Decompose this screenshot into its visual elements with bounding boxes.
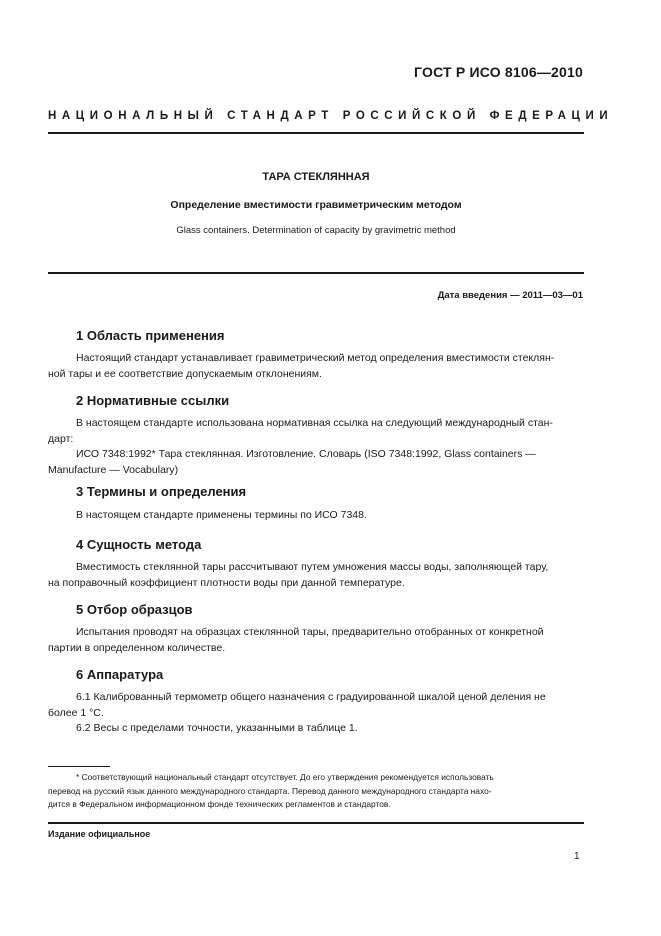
introduction-date: Дата введения — 2011—03—01	[437, 290, 583, 301]
section-heading-3: 3 Термины и определения	[76, 484, 247, 499]
text-line: на поправочный коэффициент плотности воды при данной температуре.	[48, 576, 405, 589]
footer-divider	[48, 822, 584, 824]
section-body-2	[48, 416, 584, 478]
footnote-line: * Соответствующий национальный стандарт отсутствует. До его утверждения рекомендуется использовать	[76, 772, 494, 782]
section-heading-4: 4 Сущность метода	[76, 537, 202, 552]
section-heading-2: 2 Нормативные ссылки	[76, 393, 230, 408]
text-line: 6.2 Весы с пределами точности, указанными в таблице 1.	[76, 722, 358, 734]
section-heading-6: 6 Аппаратура	[76, 667, 164, 682]
text-line: Manufacture — Vocabulary)	[48, 463, 179, 476]
title-divider	[48, 272, 584, 274]
text-line: 6.1 Калиброванный термометр общего назначения с градуированной шкалой ценой деления не	[76, 691, 546, 703]
section-body-1	[48, 351, 584, 382]
text-line: партии в определенном количестве.	[48, 641, 226, 654]
section-body-5	[48, 625, 584, 656]
footnote-line: дится в Федеральном информационном фонде технических регламентов и стандартов.	[48, 799, 391, 809]
standard-code: ГОСТ Р ИСО 8106—2010	[414, 64, 583, 80]
document-subtitle: Определение вместимости гравиметрическим методом	[170, 199, 462, 211]
section-body-6	[48, 690, 584, 737]
footnote	[48, 771, 584, 812]
text-line: В настоящем стандарте применены термины по ИСО 7348.	[76, 509, 367, 521]
text-line: Вместимость стеклянной тары рассчитывают путем умножения массы воды, заполняющей тару,	[76, 561, 549, 573]
text-line: ИСО 7348:1992* Тара стеклянная. Изготовление. Словарь (ISO 7348:1992, Glass containers —	[76, 448, 536, 460]
section-heading-1: 1 Область применения	[76, 328, 225, 343]
page-number: 1	[574, 851, 580, 862]
header-divider	[48, 132, 584, 134]
footnote-divider	[48, 766, 110, 767]
text-line: В настоящем стандарте использована нормативная ссылка на следующий международный стан-	[76, 417, 553, 429]
text-line: более 1 °С.	[48, 706, 104, 719]
footnote-line: перевод на русский язык данного международного стандарта. Перевод данного международного стандарта нахо-	[48, 785, 492, 796]
text-line: дарт:	[48, 432, 74, 445]
section-heading-5: 5 Отбор образцов	[76, 602, 193, 617]
section-body-4	[48, 560, 584, 591]
text-line: ной тары и ее соответствие допускаемым отклонениям.	[48, 367, 322, 380]
text-line: Настоящий стандарт устанавливает гравиметрический метод определения вместимости стеклян-	[76, 352, 555, 364]
standard-organization: НАЦИОНАЛЬНЫЙ СТАНДАРТ РОССИЙСКОЙ ФЕДЕРАЦИИ	[48, 110, 614, 122]
document-title: ТАРА СТЕКЛЯННАЯ	[262, 171, 370, 183]
section-body-3	[48, 508, 584, 524]
text-line: Испытания проводят на образцах стеклянной тары, предварительно отобранных от конкретной	[76, 626, 544, 638]
document-title-english: Glass containers. Determination of capacity by gravimetric method	[176, 225, 456, 236]
official-edition-label: Издание официальное	[48, 829, 151, 839]
